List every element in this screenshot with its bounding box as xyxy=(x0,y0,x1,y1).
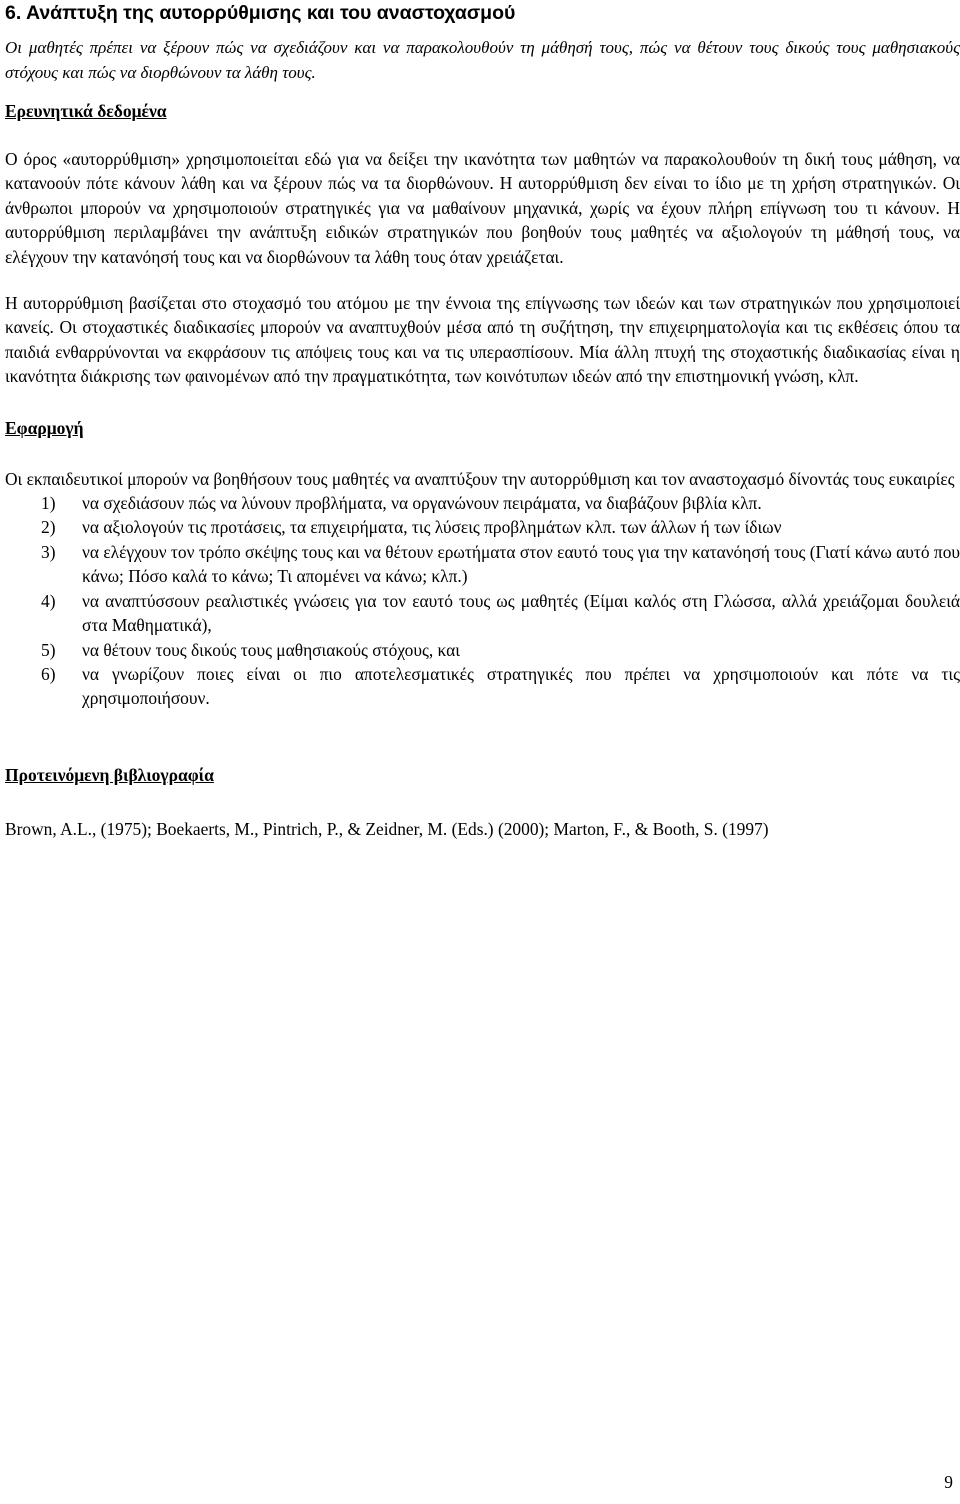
application-list xyxy=(5,491,960,711)
list-item xyxy=(5,662,960,711)
list-item xyxy=(5,491,960,515)
research-paragraph-2: Η αυτορρύθμιση βασίζεται στο στοχασμό του ατόμου με την έννοια της επίγνωσης των ιδεών και των στρατηγικών που χρησιμοποιεί κανείς. Οι στοχαστικές διαδικασίες μπορούν να αναπτυχθούν μέσα από τη συζήτηση, την επιχειρηματολογία και τις εκθέσεις όπου τα παιδιά ενθαρρύνονται να εκφράσουν τις απόψεις τους και να τις υπερασπίσουν. Μία άλλη πτυχή της στοχαστικής διαδικασίας είναι η ικανότητα διάκρισης των φαινομένων από την πραγματικότητα, των κοινότυπων ιδεών από την επιστημονική γνώση, κλπ. xyxy=(5,293,960,387)
list-item-text: να αναπτύσσουν ρεαλιστικές γνώσεις για τον εαυτό τους ως μαθητές (Είμαι καλός στη Γλώσσα, αλλά χρειάζομαι δουλειά στα Μαθηματικά), xyxy=(82,590,960,636)
page-title: 6. Ανάπτυξη της αυτορρύθμισης και του αναστοχασμού xyxy=(5,2,516,24)
list-item xyxy=(5,540,960,589)
bibliography-heading: Προτεινόμενη βιβλιογραφία xyxy=(5,764,214,785)
list-item-number: 3) xyxy=(41,541,56,562)
page-number: 9 xyxy=(944,1472,953,1492)
list-item xyxy=(5,515,960,539)
list-item-number: 6) xyxy=(41,663,56,684)
list-item-number: 2) xyxy=(41,517,56,538)
list-item-number: 5) xyxy=(41,639,56,660)
bibliography-text: Brown, A.L., (1975); Boekaerts, M., Pintrich, P., & Zeidner, M. (Eds.) (2000); Marton, F., & Booth, S. (1997) xyxy=(5,818,769,839)
list-item-text: να ελέγχουν τον τρόπο σκέψης τους και να θέτουν ερωτήματα στον εαυτό τους για την κατανόησή τους (Γιατί κάνω αυτό που κάνω; Πόσο καλά το κάνω; Τι απομένει να κάνω; κλπ.) xyxy=(82,541,960,587)
list-item-text: να σχεδιάσουν πώς να λύνουν προβλήματα, να οργανώνουν πειράματα, να διαβάζουν βιβλία κλπ. xyxy=(82,493,762,514)
list-item-text: να θέτουν τους δικούς τους μαθησιακούς στόχους, και xyxy=(82,639,460,660)
research-paragraph-1: Ο όρος «αυτορρύθμιση» χρησιμοποιείται εδώ για να δείξει την ικανότητα των μαθητών να παρακολουθούν τη δική τους μάθηση, να κατανοούν πότε κάνουν λάθη και να ξέρουν πώς να τα διορθώνουν. Η αυτορρύθμιση δεν είναι το ίδιο με τη χρήση στρατηγικών. Οι άνθρωποι μπορούν να χρησιμοποιούν στρατηγικές για να μαθαίνουν μηχανικά, χωρίς να έχουν πλήρη επίγνωση του τι κάνουν. Η αυτορρύθμιση περιλαμβάνει την ανάπτυξη ειδικών στρατηγικών που βοηθούν τους μαθητές να αξιολογούν τη μάθησή τους, να ελέγχουν την κατανόησή τους και να διορθώνουν τα λάθη τους όταν χρειάζεται. xyxy=(5,149,960,267)
list-item xyxy=(5,638,960,662)
list-item-number: 4) xyxy=(41,590,56,611)
list-item-number: 1) xyxy=(41,493,56,514)
document-page xyxy=(5,0,960,1504)
list-item-text: να αξιολογούν τις προτάσεις, τα επιχειρήματα, τις λύσεις προβλημάτων κλπ. των άλλων ή των ίδιων xyxy=(82,517,782,538)
list-item xyxy=(5,589,960,638)
research-heading: Ερευνητικά δεδομένα xyxy=(5,101,167,121)
intro-paragraph: Οι μαθητές πρέπει να ξέρουν πώς να σχεδιάζουν και να παρακολουθούν τη μάθησή τους, πώς να θέτουν τους δικούς τους μαθησιακούς στόχους και πώς να διορθώνουν τα λάθη τους. xyxy=(5,38,960,82)
application-heading: Εφαρμογή xyxy=(5,417,84,438)
list-item-text: να γνωρίζουν ποιες είναι οι πιο αποτελεσματικές στρατηγικές που πρέπει να χρησιμοποιούν και πότε να τις χρησιμοποιήσουν. xyxy=(82,663,960,709)
application-intro: Οι εκπαιδευτικοί μπορούν να βοηθήσουν τους μαθητές να αναπτύξουν την αυτορρύθμιση και τον αναστοχασμό δίνοντάς τους ευκαιρίες xyxy=(5,468,955,489)
